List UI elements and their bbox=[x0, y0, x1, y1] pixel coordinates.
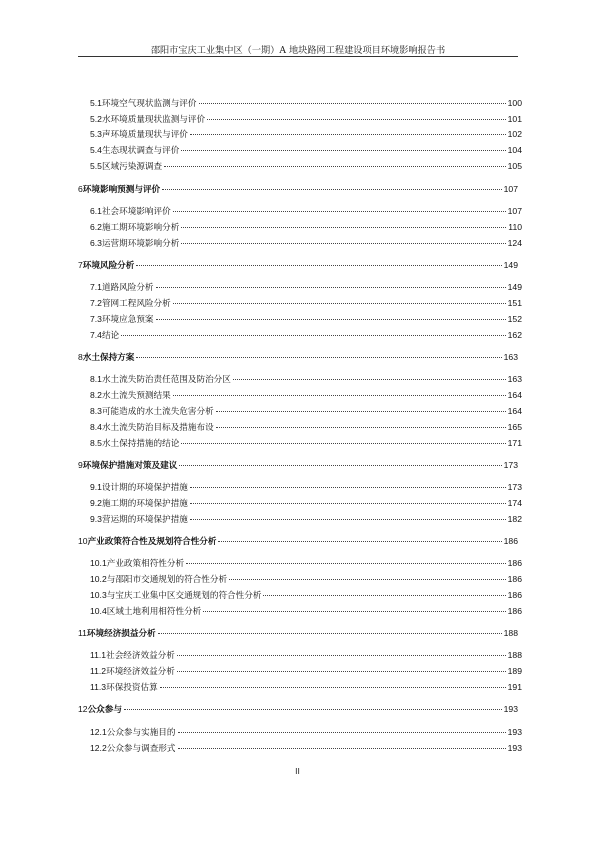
toc-entry-number: 6.3 bbox=[90, 238, 102, 248]
toc-section-entry[interactable] bbox=[90, 389, 522, 402]
toc-dot-leader bbox=[179, 465, 501, 466]
toc-section-entry[interactable] bbox=[90, 237, 522, 250]
toc-entry-number: 8.2 bbox=[90, 390, 102, 400]
toc-entry-title: 施工期环境影响分析 bbox=[101, 223, 180, 233]
toc-dot-leader bbox=[229, 579, 506, 580]
toc-entry-title: 环境保护措施对策及建议 bbox=[82, 460, 178, 470]
toc-section-entry[interactable] bbox=[90, 128, 522, 141]
toc-section-entry[interactable] bbox=[90, 742, 522, 755]
toc-dot-leader bbox=[181, 150, 505, 151]
toc-entry-title: 水土流失预测结果 bbox=[101, 391, 171, 401]
toc-dot-leader bbox=[160, 687, 506, 688]
toc-section-entry[interactable] bbox=[90, 497, 522, 510]
toc-entry-page: 162 bbox=[507, 330, 522, 340]
page-number: II bbox=[295, 766, 300, 776]
toc-entry-title: 管网工程风险分析 bbox=[101, 299, 171, 309]
toc-dot-leader bbox=[190, 487, 506, 488]
toc-entry-title: 生态现状调查与评价 bbox=[101, 146, 180, 156]
toc-entry-page: 186 bbox=[507, 574, 522, 584]
toc-dot-leader bbox=[156, 319, 506, 320]
toc-entry-page: 193 bbox=[507, 727, 522, 737]
toc-section-entry[interactable] bbox=[90, 97, 522, 110]
toc-chapter-entry[interactable] bbox=[78, 259, 518, 271]
toc-entry-page: 105 bbox=[507, 161, 522, 171]
toc-section-entry[interactable] bbox=[90, 481, 522, 494]
toc-entry-page: 165 bbox=[507, 422, 522, 432]
toc-entry-number: 9.3 bbox=[90, 514, 102, 524]
toc-entry-title: 与宝庆工业集中区交通规划的符合性分析 bbox=[106, 591, 262, 601]
toc-entry-number: 8.1 bbox=[90, 374, 102, 384]
toc-section-entry[interactable] bbox=[90, 160, 522, 173]
toc-entry-number: 12 bbox=[78, 704, 88, 714]
toc-entry-page: 151 bbox=[507, 298, 522, 308]
toc-entry-page: 110 bbox=[508, 222, 522, 232]
toc-entry-number: 11.2 bbox=[90, 666, 107, 676]
toc-entry-page: 188 bbox=[503, 628, 518, 638]
toc-entry-title: 环境经济效益分析 bbox=[106, 667, 175, 677]
toc-section-entry[interactable] bbox=[90, 329, 522, 342]
toc-entry-title: 环境影响预测与评价 bbox=[82, 184, 161, 194]
toc-section-entry[interactable] bbox=[90, 313, 522, 326]
toc-entry-page: 104 bbox=[507, 145, 522, 155]
toc-section-entry[interactable] bbox=[90, 437, 522, 450]
toc-entry-page: 124 bbox=[507, 238, 522, 248]
toc-section-entry[interactable] bbox=[90, 297, 522, 310]
toc-entry-title: 水土保持措施的结论 bbox=[101, 439, 180, 449]
toc-entry-title: 环境空气现状监测与评价 bbox=[101, 99, 197, 109]
toc-entry-number: 8.4 bbox=[90, 422, 102, 432]
toc-entry-number: 7.4 bbox=[90, 330, 102, 340]
toc-dot-leader bbox=[164, 166, 506, 167]
toc-entry-title: 结论 bbox=[101, 331, 120, 341]
toc-section-entry[interactable] bbox=[90, 649, 522, 662]
toc-section-entry[interactable] bbox=[90, 421, 522, 434]
toc-chapter-entry[interactable] bbox=[78, 183, 518, 195]
toc-section-entry[interactable] bbox=[90, 665, 522, 678]
toc-entry-page: 171 bbox=[507, 438, 522, 448]
toc-entry-title: 与邵阳市交通规划的符合性分析 bbox=[106, 575, 228, 585]
toc-entry-number: 9 bbox=[78, 460, 83, 470]
toc-chapter-entry[interactable] bbox=[78, 535, 518, 547]
toc-section-entry[interactable] bbox=[90, 405, 522, 418]
toc-entry-page: 164 bbox=[507, 406, 522, 416]
toc-entry-page: 173 bbox=[507, 482, 522, 492]
toc-dot-leader bbox=[173, 303, 506, 304]
toc-dot-leader bbox=[216, 411, 506, 412]
toc-entry-page: 189 bbox=[507, 666, 522, 676]
toc-entry-title: 营运期的环境保护措施 bbox=[101, 515, 188, 525]
toc-entry-number: 5.4 bbox=[90, 145, 102, 155]
toc-entry-page: 163 bbox=[507, 374, 522, 384]
toc-dot-leader bbox=[178, 732, 506, 733]
toc-entry-number: 7.2 bbox=[90, 298, 102, 308]
toc-entry-title: 运营期环境影响分析 bbox=[101, 239, 180, 249]
toc-dot-leader bbox=[136, 265, 501, 266]
toc-section-entry[interactable] bbox=[90, 589, 522, 602]
toc-entry-page: 173 bbox=[503, 460, 518, 470]
toc-entry-page: 149 bbox=[507, 282, 522, 292]
toc-entry-title: 公众参与调查形式 bbox=[106, 744, 176, 754]
toc-entry-title: 声环境质量现状与评价 bbox=[101, 130, 188, 140]
toc-entry-page: 193 bbox=[507, 743, 522, 753]
toc-dot-leader bbox=[181, 243, 505, 244]
toc-entry-title: 社会环境影响评价 bbox=[101, 207, 171, 217]
toc-entry-title: 产业政策符合性及规划符合性分析 bbox=[87, 536, 217, 546]
toc-entry-page: 149 bbox=[503, 260, 518, 270]
toc-section-entry[interactable] bbox=[90, 726, 522, 739]
toc-section-entry[interactable] bbox=[90, 205, 522, 218]
toc-dot-leader bbox=[124, 709, 502, 710]
toc-entry-number: 6.1 bbox=[90, 206, 102, 216]
toc-dot-leader bbox=[190, 134, 506, 135]
toc-entry-page: 186 bbox=[507, 606, 522, 616]
toc-section-entry[interactable] bbox=[90, 681, 522, 694]
toc-chapter-entry[interactable] bbox=[78, 627, 518, 639]
toc-entry-page: 188 bbox=[507, 650, 522, 660]
toc-entry-number: 6.2 bbox=[90, 222, 102, 232]
toc-dot-leader bbox=[199, 103, 506, 104]
toc-dot-leader bbox=[121, 335, 506, 336]
toc-entry-page: 186 bbox=[507, 558, 522, 568]
toc-dot-leader bbox=[181, 227, 506, 228]
toc-entry-number: 9.2 bbox=[90, 498, 102, 508]
toc-entry-number: 5.1 bbox=[90, 98, 102, 108]
toc-dot-leader bbox=[207, 119, 506, 120]
toc-dot-leader bbox=[181, 443, 505, 444]
toc-entry-page: 102 bbox=[507, 129, 522, 139]
toc-entry-page: 193 bbox=[503, 704, 518, 714]
toc-dot-leader bbox=[203, 611, 505, 612]
toc-entry-title: 道路风险分析 bbox=[101, 283, 154, 293]
toc-entry-page: 186 bbox=[503, 536, 518, 546]
toc-entry-number: 12.1 bbox=[90, 727, 107, 737]
toc-entry-page: 107 bbox=[507, 206, 522, 216]
toc-entry-number: 7 bbox=[78, 260, 83, 270]
toc-dot-leader bbox=[233, 379, 506, 380]
toc-entry-title: 区域土地利用相符性分析 bbox=[106, 607, 202, 617]
toc-dot-leader bbox=[190, 519, 506, 520]
toc-dot-leader bbox=[190, 503, 506, 504]
toc-dot-leader bbox=[186, 563, 506, 564]
toc-entry-number: 8.3 bbox=[90, 406, 102, 416]
toc-entry-page: 152 bbox=[507, 314, 522, 324]
toc-entry-title: 水环境质量现状监测与评价 bbox=[101, 115, 206, 125]
toc-entry-page: 164 bbox=[507, 390, 522, 400]
header-divider bbox=[78, 56, 518, 57]
toc-entry-number: 5.2 bbox=[90, 114, 102, 124]
toc-dot-leader bbox=[218, 541, 501, 542]
toc-entry-page: 191 bbox=[507, 682, 522, 692]
toc-entry-title: 水土保持方案 bbox=[82, 352, 135, 362]
toc-entry-title: 环境应急预案 bbox=[101, 315, 154, 325]
toc-entry-page: 174 bbox=[507, 498, 522, 508]
toc-section-entry[interactable] bbox=[90, 113, 522, 126]
toc-entry-number: 10 bbox=[78, 536, 88, 546]
toc-entry-number: 5.5 bbox=[90, 161, 102, 171]
toc-entry-number: 10.4 bbox=[90, 606, 107, 616]
toc-dot-leader bbox=[136, 357, 501, 358]
toc-entry-title: 环保投资估算 bbox=[106, 683, 158, 693]
toc-entry-title: 区域污染源调查 bbox=[101, 162, 163, 172]
toc-entry-title: 水土流失防治责任范围及防治分区 bbox=[101, 375, 231, 385]
toc-entry-title: 公众参与 bbox=[87, 704, 122, 714]
toc-dot-leader bbox=[263, 595, 505, 596]
toc-entry-title: 社会经济效益分析 bbox=[106, 651, 175, 661]
toc-section-entry[interactable] bbox=[90, 573, 522, 586]
toc-entry-number: 8 bbox=[78, 352, 83, 362]
toc-section-entry[interactable] bbox=[90, 557, 522, 570]
toc-section-entry[interactable] bbox=[90, 373, 522, 386]
toc-section-entry[interactable] bbox=[90, 221, 522, 234]
toc-entry-page: 100 bbox=[507, 98, 522, 108]
toc-entry-number: 10.2 bbox=[90, 574, 107, 584]
toc-entry-title: 环境风险分析 bbox=[82, 260, 135, 270]
toc-dot-leader bbox=[173, 211, 506, 212]
toc-entry-number: 7.1 bbox=[90, 282, 102, 292]
toc-dot-leader bbox=[178, 748, 506, 749]
toc-entry-title: 设计期的环境保护措施 bbox=[101, 483, 188, 493]
toc-chapter-entry[interactable] bbox=[78, 459, 518, 471]
toc-entry-number: 10.1 bbox=[90, 558, 107, 568]
toc-entry-number: 6 bbox=[78, 184, 83, 194]
toc-entry-number: 9.1 bbox=[90, 482, 102, 492]
toc-entry-page: 186 bbox=[507, 590, 522, 600]
toc-dot-leader bbox=[162, 189, 502, 190]
toc-entry-number: 7.3 bbox=[90, 314, 102, 324]
toc-entry-number: 11.3 bbox=[90, 682, 107, 692]
toc-entry-number: 11 bbox=[78, 628, 87, 638]
toc-entry-number: 8.5 bbox=[90, 438, 102, 448]
toc-chapter-entry[interactable] bbox=[78, 351, 518, 363]
toc-entry-number: 12.2 bbox=[90, 743, 107, 753]
toc-section-entry[interactable] bbox=[90, 605, 522, 618]
toc-entry-title: 水土流失防治目标及措施布设 bbox=[101, 423, 214, 433]
toc-entry-page: 163 bbox=[503, 352, 518, 362]
toc-dot-leader bbox=[177, 671, 506, 672]
toc-section-entry[interactable] bbox=[90, 144, 522, 157]
toc-dot-leader bbox=[173, 395, 506, 396]
toc-entry-number: 10.3 bbox=[90, 590, 107, 600]
toc-dot-leader bbox=[177, 655, 506, 656]
toc-entry-title: 产业政策相符性分析 bbox=[106, 559, 185, 569]
toc-entry-title: 环境经济损益分析 bbox=[86, 628, 156, 638]
toc-entry-page: 182 bbox=[507, 514, 522, 524]
toc-entry-page: 107 bbox=[503, 184, 518, 194]
toc-dot-leader bbox=[158, 633, 502, 634]
toc-dot-leader bbox=[216, 427, 506, 428]
toc-chapter-entry[interactable] bbox=[78, 703, 518, 715]
toc-entry-title: 公众参与实施目的 bbox=[106, 728, 176, 738]
toc-section-entry[interactable] bbox=[90, 513, 522, 526]
toc-dot-leader bbox=[156, 287, 506, 288]
document-title: 邵阳市宝庆工业集中区（一期）A 地块路网工程建设项目环境影响报告书 bbox=[150, 45, 446, 56]
toc-entry-title: 施工期的环境保护措施 bbox=[101, 499, 188, 509]
toc-section-entry[interactable] bbox=[90, 281, 522, 294]
toc-entry-page: 101 bbox=[507, 114, 522, 124]
toc-entry-number: 5.3 bbox=[90, 129, 102, 139]
toc-entry-title: 可能造成的水土流失危害分析 bbox=[101, 407, 214, 417]
toc-entry-number: 11.1 bbox=[90, 650, 107, 660]
